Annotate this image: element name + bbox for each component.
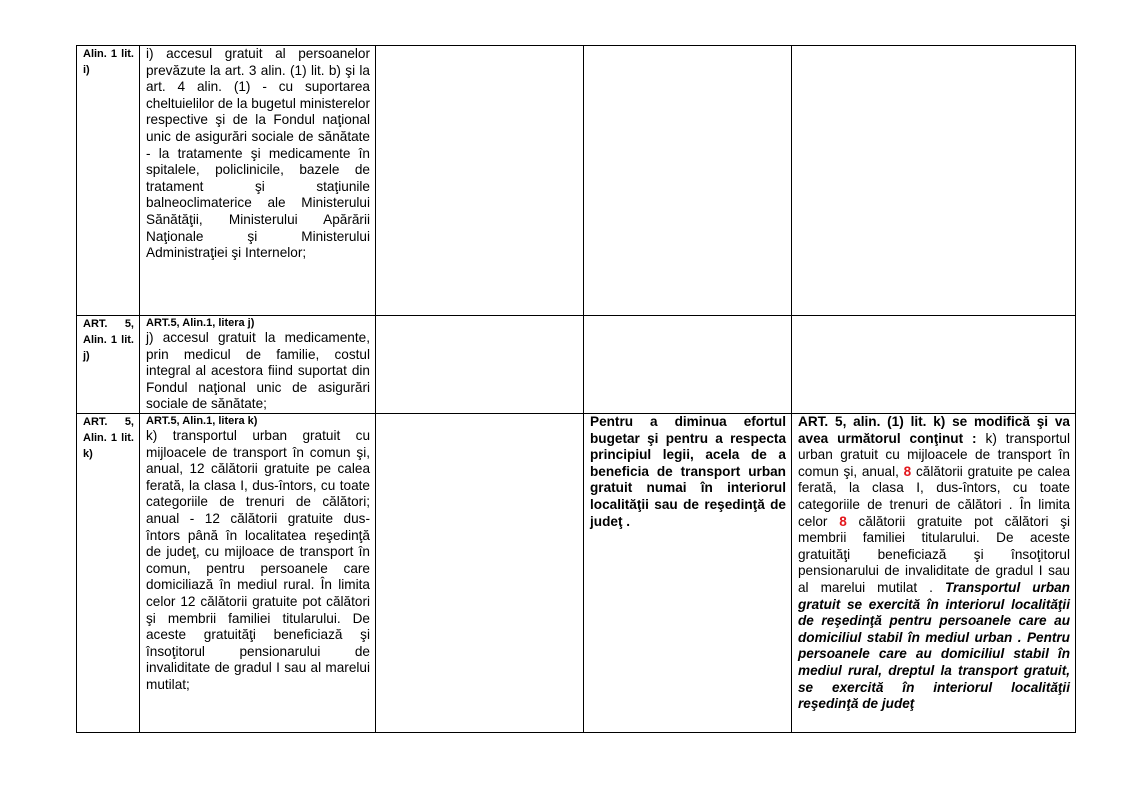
proposal-cell — [792, 414, 1076, 733]
law-text: k) transportul urban gratuit cu mijloacele de transport în comun şi, anual, 12 călătorii gratuite pe calea ferată, la clasa I, dus-întors, cu toate categoriile de trenuri de călători; anual - 12 călătorii gratuite dus-întors până în localitatea reşedinţă de judeţ, cu mijloace de transport în comun, pentru persoanele care domiciliază în mediul rural. În limita celor 12 călătorii gratuite pot călători şi membrii familiei titularului. De aceste gratuităţi beneficiază şi însoţitorul pensionarului de invaliditate de gradul I sau al marelui mutilat; — [146, 428, 370, 692]
law-text-cell — [140, 46, 376, 316]
reason-text: Pentru a diminua efortul bugetar şi pentru a respecta principiul legii, acela de a beneficia de transport urban gratuit numai în interiorul localităţii sau de reşedinţă de judeţ . — [590, 414, 786, 529]
proposal-part-1: k) transportul urban gratuit cu mijloacele de transport în comun şi, anual, — [798, 430, 1071, 479]
amendment-table — [76, 45, 1076, 733]
proposal-cell — [792, 316, 1076, 414]
table-row — [77, 46, 1076, 316]
reason-cell — [584, 46, 792, 316]
law-heading: ART.5, Alin.1, litera k) — [146, 415, 258, 427]
proposal-number-2: 8 — [839, 513, 847, 529]
law-text-cell — [140, 316, 376, 414]
article-reference: ART. 5, Alin. 1 lit. k) — [83, 416, 134, 460]
proposal-text — [798, 414, 1070, 713]
reason-cell — [584, 414, 792, 733]
proposal-cell — [792, 46, 1076, 316]
empty-cell — [376, 316, 584, 414]
article-reference: ART. 5, Alin. 1 lit. j) — [83, 318, 134, 362]
reason-cell — [584, 316, 792, 414]
proposal-title: ART. 5, alin. (1) lit. k) se modifică şi va avea următorul conţinut : — [798, 414, 1070, 446]
table-row — [77, 414, 1076, 733]
ref-cell — [77, 46, 140, 316]
law-text: i) accesul gratuit al persoanelor prevăzute la art. 3 alin. (1) lit. b) şi la art. 4 alin. (1) - cu suportarea cheltuielilor de la bugetul ministerelor respective şi de la Fondul naţional unic de asigurări sociale de sănătate - la tratamente şi medicamente în spitalele, policlinicile, bazele de tratament şi staţiunile balneoclimaterice ale Ministerului Sănătăţii, Ministerului Apărării Naţionale şi Ministerului Administraţiei şi Internelor; — [146, 46, 370, 261]
ref-cell — [77, 414, 140, 733]
law-text-cell — [140, 414, 376, 733]
proposal-part-3: călătorii gratuite pot călători şi membrii familiei titularului. De aceste gratuităţi beneficiază şi însoţitorul pensionarului de invaliditate de gradul I sau al marelui mutilat . — [798, 513, 1071, 595]
empty-cell — [376, 46, 584, 316]
law-heading: ART.5, Alin.1, litera j) — [146, 317, 255, 329]
proposal-part-2: călătorii gratuite pe calea ferată, la clasa I, dus-întors, cu toate categoriile de trenuri de călători . În limita celor — [798, 463, 1071, 529]
proposal-italic-text: Transportul urban gratuit se exercită în interiorul localităţii de reşedinţă pentru persoanele care au domiciliul stabil în mediul urban . Pentru persoanele care au domiciliul stabil în mediul rural, dreptul la transport gratuit, se exercită în interiorul localităţii reşedinţă de judeţ — [798, 579, 1070, 712]
empty-cell — [376, 414, 584, 733]
article-reference: Alin. 1 lit. i) — [83, 48, 134, 76]
law-text: j) accesul gratuit la medicamente, prin medicul de familie, costul integral al acestora fiind suportat din Fondul naţional unic de asigurări sociale de sănătate; — [146, 330, 370, 412]
proposal-number-1: 8 — [903, 463, 912, 479]
ref-cell — [77, 316, 140, 414]
table-row — [77, 316, 1076, 414]
